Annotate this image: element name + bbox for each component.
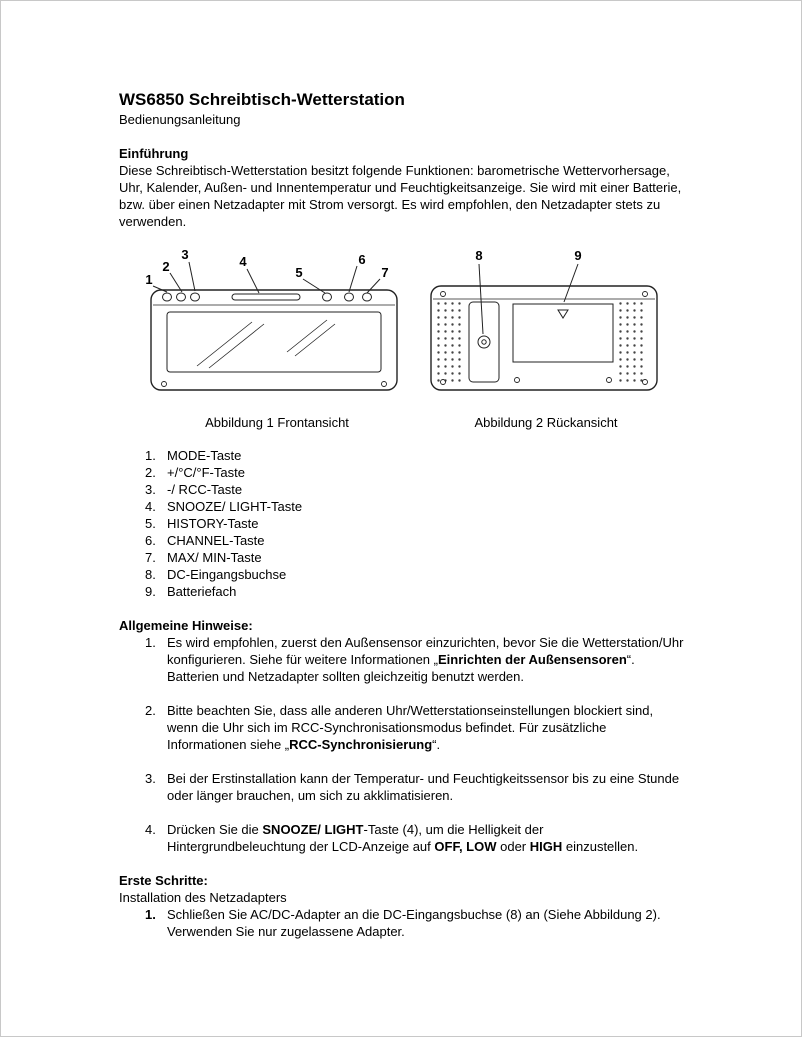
dc-jack xyxy=(478,336,490,348)
note-number: 3. xyxy=(145,771,156,786)
note-item xyxy=(145,821,685,855)
general-notes-section xyxy=(119,617,685,855)
item-label: SNOOZE/ LIGHT-Taste xyxy=(167,499,303,514)
figures-row xyxy=(119,244,685,431)
list-item xyxy=(145,447,685,464)
figure-front xyxy=(137,244,417,431)
front-top-buttons xyxy=(163,293,372,301)
first-steps-subheading: Installation des Netzadapters xyxy=(119,890,287,905)
item-number: 2. xyxy=(145,465,156,480)
note-number: 2. xyxy=(145,703,156,718)
note-text: Drücken Sie die SNOOZE/ LIGHT-Taste (4), um die Helligkeit der Hintergrundbeleuchtung der LCD-Anzeige auf OFF, LOW oder HIGH einzustellen. xyxy=(167,822,639,854)
item-label: -/ RCC-Taste xyxy=(167,482,243,497)
back-screws xyxy=(441,292,648,385)
intro-paragraph: Diese Schreibtisch-Wetterstation besitzt folgende Funktionen: barometrische Wettervorhersage, Uhr, Kalender, Außen- und Innentemperatur und Feuchtigkeitsanzeige. Sie wird mit einer Batterie, bzw. über einen Netzadapter mit Strom versorgt. Es wird empfohlen, den Netzadapter stets zu verwenden. xyxy=(119,163,682,229)
list-item xyxy=(145,583,685,600)
callout-6: 6 xyxy=(358,252,366,267)
front-callout-lines xyxy=(153,262,380,293)
callout-5: 5 xyxy=(295,265,303,280)
item-label: HISTORY-Taste xyxy=(167,516,259,531)
parts-list xyxy=(145,447,685,600)
speaker-holes-right xyxy=(619,302,645,382)
item-label: DC-Eingangsbuchse xyxy=(167,567,287,582)
callout-7: 7 xyxy=(381,265,389,280)
list-item xyxy=(145,515,685,532)
item-number: 9. xyxy=(145,584,156,599)
note-number: 1. xyxy=(145,635,156,650)
note-text: Bei der Erstinstallation kann der Temperatur- und Feuchtigkeitssensor bis zu eine Stunde oder länger brauchen, um sich zu akklimatisieren. xyxy=(167,771,680,803)
item-number: 7. xyxy=(145,550,156,565)
list-item xyxy=(145,464,685,481)
front-feet xyxy=(162,382,387,387)
callout-4: 4 xyxy=(239,254,247,269)
item-number: 3. xyxy=(145,482,156,497)
note-item xyxy=(145,702,685,753)
speaker-holes-left xyxy=(437,302,463,382)
item-number: 6. xyxy=(145,533,156,548)
back-view-drawing xyxy=(421,244,671,402)
battery-compartment xyxy=(513,304,613,362)
page-title: WS6850 Schreibtisch-Wetterstation xyxy=(119,90,405,109)
figure-front-caption: Abbildung 1 Frontansicht xyxy=(205,415,349,430)
front-view-drawing xyxy=(137,244,417,402)
list-item xyxy=(145,498,685,515)
step-number: 1. xyxy=(145,907,156,922)
figure-back xyxy=(421,244,671,431)
item-number: 4. xyxy=(145,499,156,514)
item-number: 8. xyxy=(145,567,156,582)
callout-2: 2 xyxy=(162,259,170,274)
document-content xyxy=(1,1,801,940)
item-label: MAX/ MIN-Taste xyxy=(167,550,262,565)
item-label: Batteriefach xyxy=(167,584,237,599)
list-item xyxy=(145,566,685,583)
snooze-bar xyxy=(232,294,300,300)
note-number: 4. xyxy=(145,822,156,837)
note-text: Es wird empfohlen, zuerst den Außensensor einzurichten, bevor Sie die Wetterstation/Uhr konfigurieren. Siehe für weitere Informationen „Einrichten der Außensensoren“. Batterien und Netzadapter sollten gleichzeitig benutzt werden. xyxy=(167,635,684,684)
first-steps-heading: Erste Schritte: xyxy=(119,873,208,888)
item-label: MODE-Taste xyxy=(167,448,242,463)
item-label: CHANNEL-Taste xyxy=(167,533,265,548)
callout-1: 1 xyxy=(145,272,153,287)
item-label: +/°C/°F-Taste xyxy=(167,465,245,480)
note-text: Bitte beachten Sie, dass alle anderen Uhr/Wetterstationseinstellungen blockiert sind, wenn die Uhr sich im RCC-Synchronisationsmodus befindet. Für zusätzliche Informationen siehe „RCC-Synchronisierung“. xyxy=(167,703,654,752)
list-item xyxy=(145,481,685,498)
intro-heading: Einführung xyxy=(119,146,189,161)
item-number: 5. xyxy=(145,516,156,531)
dc-jack-panel xyxy=(469,302,499,382)
figure-back-caption: Abbildung 2 Rückansicht xyxy=(474,415,618,430)
page-subtitle: Bedienungsanleitung xyxy=(119,112,241,127)
general-notes-heading: Allgemeine Hinweise: xyxy=(119,618,253,633)
callout-3: 3 xyxy=(181,247,189,262)
first-steps-section xyxy=(119,872,685,940)
callout-9: 9 xyxy=(574,248,582,263)
list-item xyxy=(145,532,685,549)
note-item xyxy=(145,634,685,685)
display-reflection-lines xyxy=(197,320,335,368)
step-text: Schließen Sie AC/DC-Adapter an die DC-Eingangsbuchse (8) an (Siehe Abbildung 2). Verwenden Sie nur zugelassene Adapter. xyxy=(167,907,661,939)
item-number: 1. xyxy=(145,448,156,463)
front-device-body xyxy=(151,290,397,390)
note-item xyxy=(145,770,685,804)
step-item xyxy=(145,906,685,940)
callout-8: 8 xyxy=(475,248,483,263)
list-item xyxy=(145,549,685,566)
